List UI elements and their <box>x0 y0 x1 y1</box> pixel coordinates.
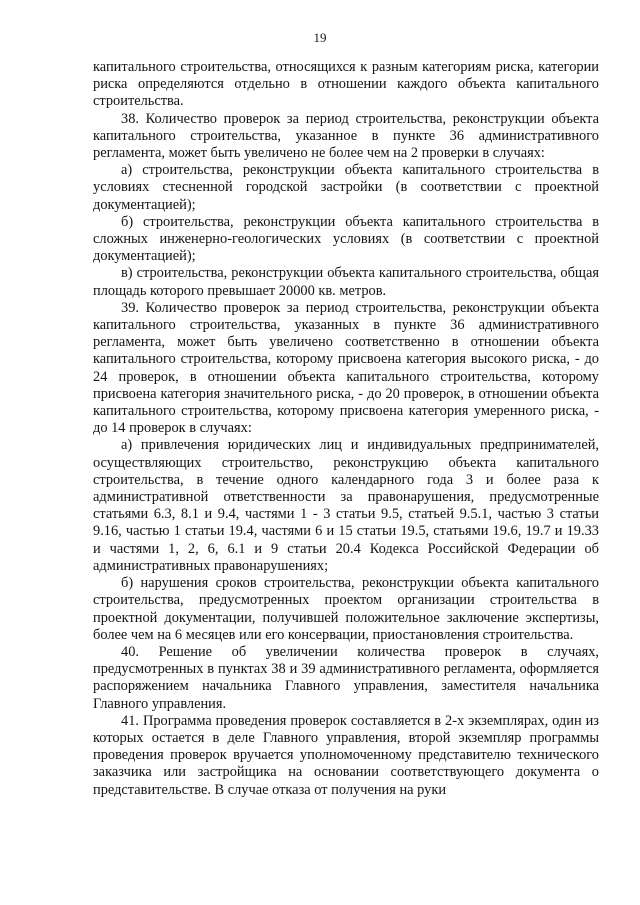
paragraph-39: 39. Количество проверок за период строительства, реконструкции объекта капитального строительства, указанных в пункте 36 административного регламента, может быть увеличено соответственно в отношении объекта капитального строительства, которому присвоена категория высокого риска, - до 24 проверок, в отношении объекта капитального строительства, которому присвоена категория значительного риска, - до 20 проверок, в отношении объекта капитального строительства, которому присвоена категория умеренного риска, - до 14 проверок в случаях: <box>93 299 599 437</box>
paragraph-38v: в) строительства, реконструкции объекта капитального строительства, общая площадь которого превышает 20000 кв. метров. <box>93 265 599 299</box>
paragraph-40: 40. Решение об увеличении количества проверок в случаях, предусмотренных в пунктах 38 и 39 административного регламента, оформляется распоряжением начальника Главного управления, заместителя начальника Главного управления. <box>93 643 599 712</box>
paragraph-39b: б) нарушения сроков строительства, реконструкции объекта капитального строительства, предусмотренных проектом организации строительства в проектной документации, получившей положительное заключение экспертизы, более чем на 6 месяцев или его консервации, приостановления строительства. <box>93 575 599 643</box>
paragraph-38: 38. Количество проверок за период строительства, реконструкции объекта капитального строительства, указанное в пункте 36 административного регламента, может быть увеличено не более чем на 2 проверки в случаях: <box>93 110 599 162</box>
paragraph-38b: б) строительства, реконструкции объекта капитального строительства в сложных инженерно-геологических условиях (в соответствии с проектной документацией); <box>93 213 599 265</box>
paragraph-continuation: капитального строительства, относящихся к разным категориям риска, категории риска определяются отдельно в отношении каждого объекта капитального строительства. <box>93 59 599 110</box>
paragraph-38a: а) строительства, реконструкции объекта капитального строительства в условиях стесненной городской застройки (в соответствии с проектной документацией); <box>93 162 599 213</box>
document-body <box>93 59 599 799</box>
paragraph-39a: а) привлечения юридических лиц и индивидуальных предпринимателей, осуществляющих строительство, реконструкцию объекта капитального строительства, в течение одного календарного года 3 и более раза к административной ответственности за правонарушения, предусмотренные статьями 6.3, 8.1 и 9.4, частями 1 - 3 статьи 9.5, статьей 9.5.1, частью 3 статьи 9.16, частью 1 статьи 19.4, частями 6 и 15 статьи 19.5, статьями 19.6, 19.7 и 19.33 и частями 1, 2, 6, 6.1 и 9 статьи 20.4 Кодекса Российской Федерации об административных правонарушениях; <box>93 437 599 574</box>
paragraph-41: 41. Программа проведения проверок составляется в 2-х экземплярах, один из которых остается в деле Главного управления, второй экземпляр программы проведения проверок вручается уполномоченному представителю технического заказчика или застройщика на основании соответствующего документа о представительстве. В случае отказа от получения на руки <box>93 712 599 798</box>
page-number: 19 <box>313 30 327 45</box>
